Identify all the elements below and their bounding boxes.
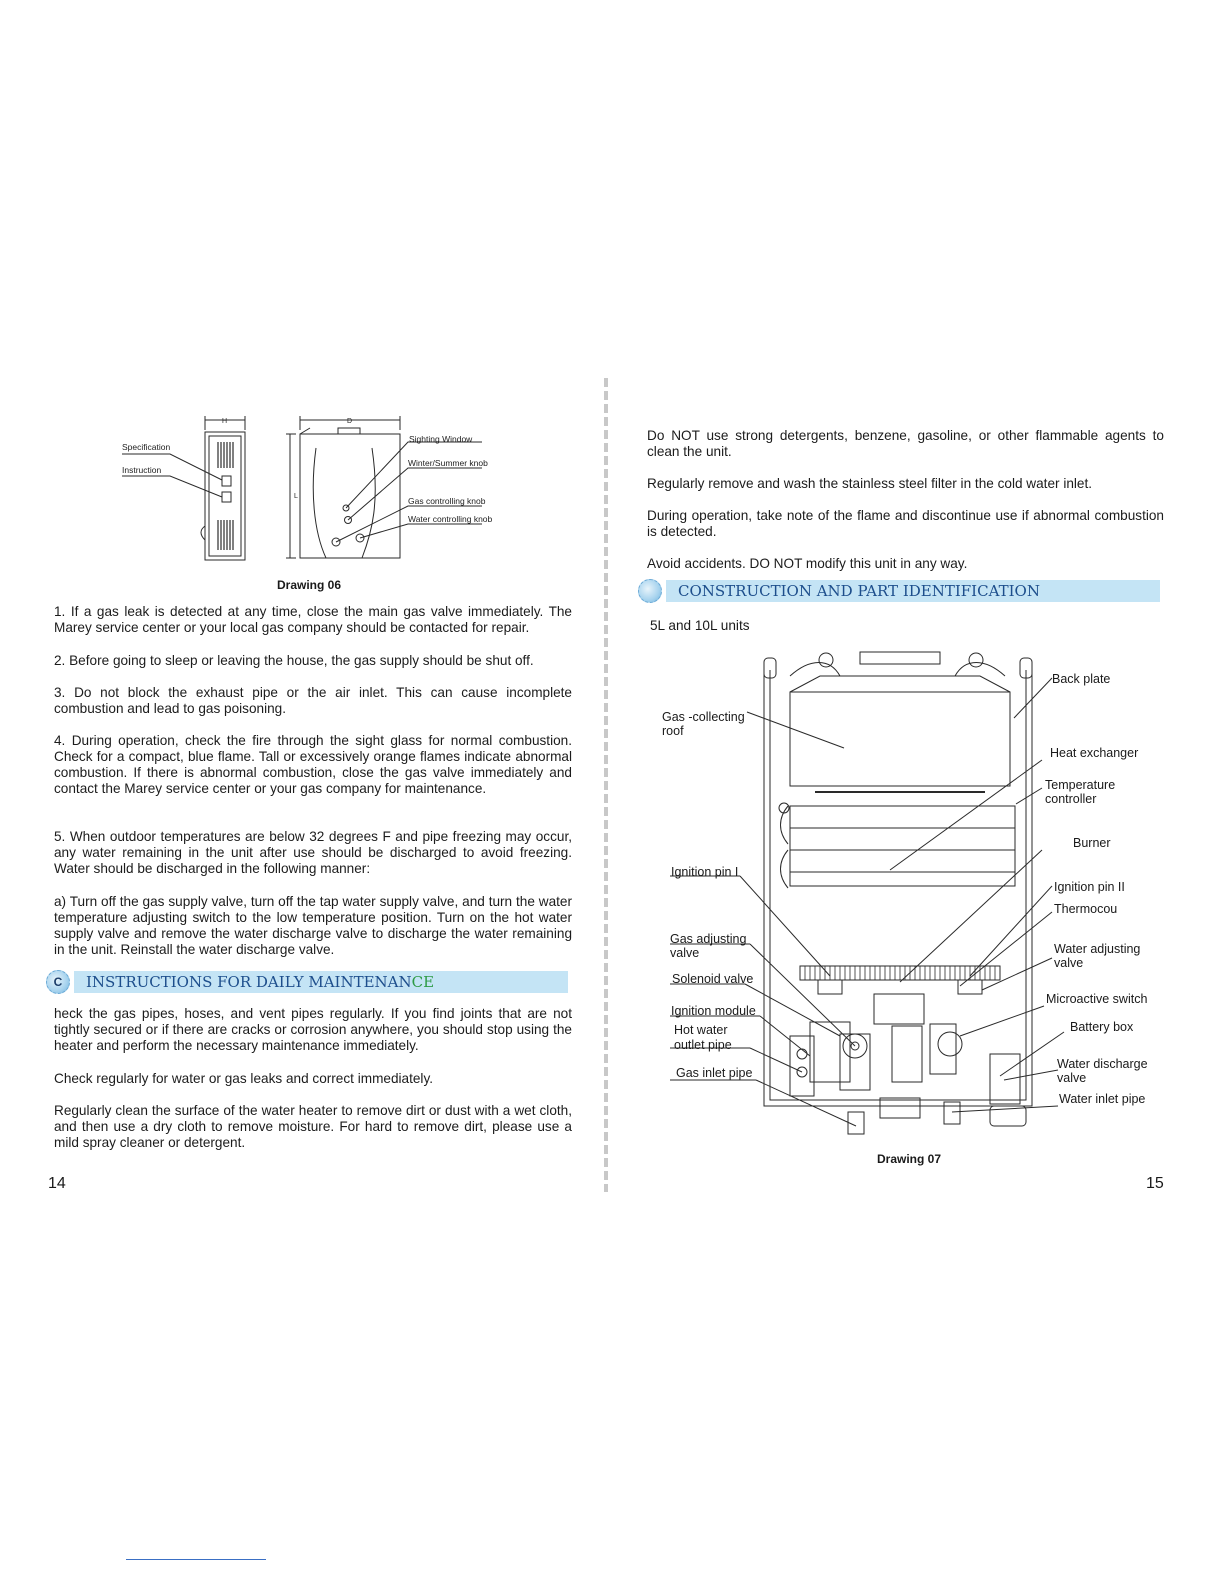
page-number-left: 14 xyxy=(48,1175,66,1192)
label-gas-inlet-pipe: Gas inlet pipe xyxy=(676,1066,753,1080)
section-banner-daily-maintenance xyxy=(74,971,568,993)
label-thermocou: Thermocou xyxy=(1054,902,1118,916)
label-microactive-switch: Microactive switch xyxy=(1046,992,1148,1006)
page-divider xyxy=(604,378,608,1192)
label-hot-water-outlet-pipe-2: outlet pipe xyxy=(674,1038,732,1052)
label-water-discharge-valve-1: Water discharge xyxy=(1057,1057,1148,1071)
label-specification: Specification xyxy=(122,442,171,452)
paragraph-check-pipes: heck the gas pipes, hoses, and vent pipes regularly. If you find joints that are not tightly secured or if there are cracks or corrosion anywhere, you should stop using the heater and perform the necessary maintenance immediately. xyxy=(54,1006,572,1053)
label-ignition-pin-1: Ignition pin I xyxy=(671,865,739,879)
label-hot-water-outlet-pipe-1: Hot water xyxy=(674,1023,728,1037)
label-heat-exchanger: Heat exchanger xyxy=(1050,746,1139,760)
label-gas-collecting-roof-2: roof xyxy=(662,724,684,738)
paragraph-filter: Regularly remove and wash the stainless steel filter in the cold water inlet. xyxy=(647,476,1093,491)
label-water-controlling-knob: Water controlling knob xyxy=(408,514,493,524)
label-water-adjusting-valve-2: valve xyxy=(1054,956,1084,970)
paragraph-check-leaks: Check regularly for water or gas leaks and correct immediately. xyxy=(54,1071,434,1086)
label-water-discharge-valve-2: valve xyxy=(1057,1071,1087,1085)
drawing-06-caption: Drawing 06 xyxy=(277,578,342,592)
paragraph-gas-supply: 2. Before going to sleep or leaving the house, the gas supply should be shut off. xyxy=(54,653,534,668)
paragraph-freezing: 5. When outdoor temperatures are below 32 degrees F and pipe freezing may occur, any water remaining in the unit after use should be discharged to avoid freezing. Water should be discharged in the following manner: xyxy=(54,829,572,876)
label-water-adjusting-valve-1: Water adjusting xyxy=(1054,942,1141,956)
label-gas-adjusting-valve-2: valve xyxy=(670,946,700,960)
section-badge-c: C xyxy=(46,970,70,994)
label-d: D xyxy=(347,418,353,425)
label-h: H xyxy=(222,418,228,425)
label-instruction: Instruction xyxy=(122,465,162,475)
page-number-right: 15 xyxy=(1146,1175,1164,1192)
label-winter-summer-knob: Winter/Summer knob xyxy=(408,458,488,468)
label-ignition-pin-2: Ignition pin II xyxy=(1054,880,1125,894)
section-banner-construction: CONSTRUCTION AND PART IDENTIFICATION xyxy=(666,580,1160,602)
label-battery-box: Battery box xyxy=(1070,1020,1134,1034)
paragraph-discharge: a) Turn off the gas supply valve, turn off the tap water supply valve, and turn the water temperature adjusting switch to the low temperature position. Turn on the hot water supply valve and remove the water discharge valve to discharge the water remaining in the unit. Reinstall the water discharge valve. xyxy=(54,894,572,957)
label-temperature-controller-2: controller xyxy=(1045,792,1097,806)
label-gas-adjusting-valve-1: Gas adjusting xyxy=(670,932,747,946)
footer-underline xyxy=(126,1559,266,1560)
section-title-tail: CE xyxy=(411,973,435,991)
paragraph-gas-leak: 1. If a gas leak is detected at any time, close the main gas valve immediately. The Marey service center or your local gas company should be contacted for repair. xyxy=(54,604,572,635)
label-solenoid-valve: Solenoid valve xyxy=(672,972,754,986)
paragraph-clean-surface: Regularly clean the surface of the water heater to remove dirt or dust with a wet cloth, and then use a dry cloth to remove moisture. For hard to remove dirt, please use a mild spray cleaner or detergent. xyxy=(54,1103,572,1150)
paragraph-flame: During operation, take note of the flame and discontinue use if abnormal combustion is detected. xyxy=(647,508,1164,539)
paragraph-exhaust: 3. Do not block the exhaust pipe or the air inlet. This can cause incomplete combustion and lead to gas poisoning. xyxy=(54,685,572,716)
paragraph-modify: Avoid accidents. DO NOT modify this unit in any way. xyxy=(647,556,968,571)
units-subtitle: 5L and 10L units xyxy=(650,618,750,633)
label-back-plate: Back plate xyxy=(1052,672,1111,686)
paragraph-combustion: 4. During operation, check the fire through the sight glass for normal combustion. Check for a compact, blue flame. Tall or excessively orange flames indicate abnormal combustion. If there is abnormal combustion, close the gas valve immediately and contact the Marey service center or your gas company for maintenance. xyxy=(54,733,572,796)
label-gas-collecting-roof-1: Gas -collecting xyxy=(662,710,745,724)
section-title-main: INSTRUCTIONS FOR DAILY MAINTENAN xyxy=(86,973,412,991)
label-burner: Burner xyxy=(1073,836,1111,850)
label-ignition-module: Ignition module xyxy=(671,1004,756,1018)
label-water-inlet-pipe: Water inlet pipe xyxy=(1059,1092,1146,1106)
label-sighting-window: Sighting Window xyxy=(409,434,473,444)
globe-icon xyxy=(638,579,662,603)
drawing-07-caption: Drawing 07 xyxy=(877,1152,942,1166)
label-l: L xyxy=(294,493,298,500)
label-temperature-controller-1: Temperature xyxy=(1045,778,1116,792)
paragraph-detergents: Do NOT use strong detergents, benzene, gasoline, or other flammable agents to clean the unit. xyxy=(647,428,1164,459)
label-gas-controlling-knob: Gas controlling knob xyxy=(408,496,486,506)
